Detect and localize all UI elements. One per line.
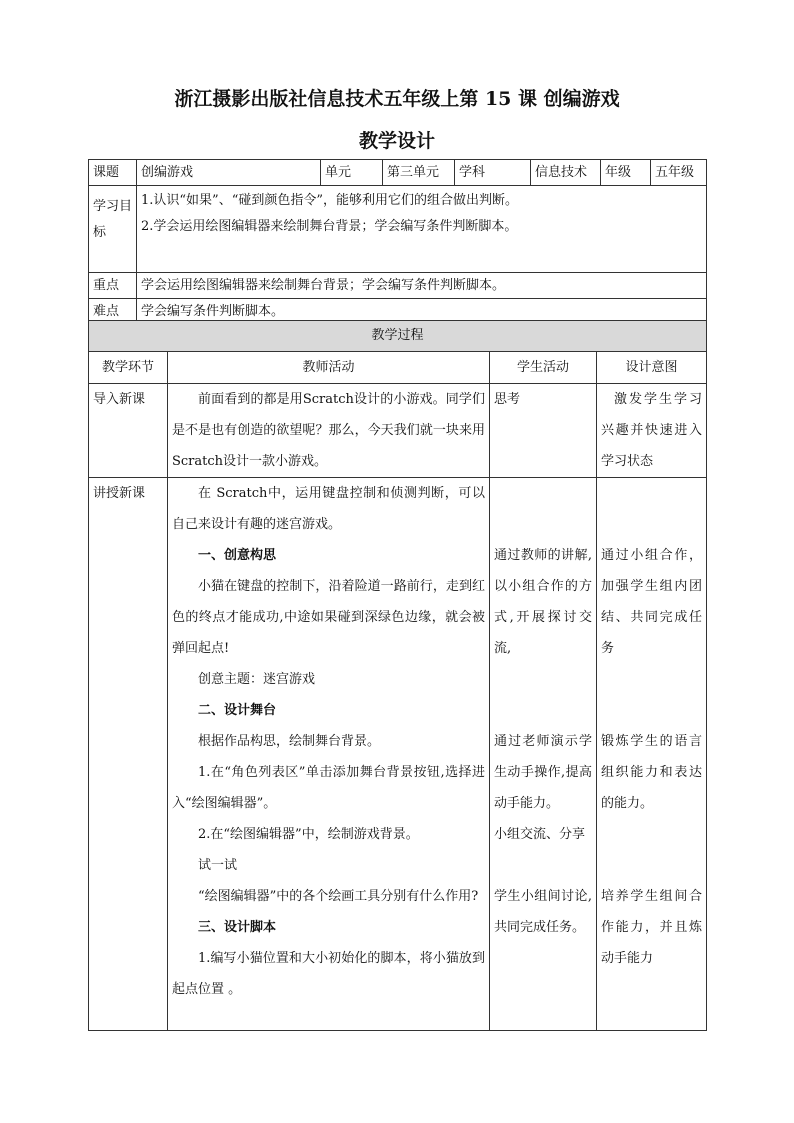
intro-student-activity: 思考 (490, 384, 597, 478)
intro-row (89, 384, 707, 478)
objectives-label: 学习目标 (89, 186, 137, 273)
header-stage: 教学环节 (89, 352, 168, 384)
difficulty-value: 学会编写条件判断脚本。 (137, 299, 707, 325)
objective-item: 1.认识“如果”、“碰到颜色指令”，能够利用它们的组合做出判断。 (141, 193, 518, 208)
subject-label: 学科 (455, 160, 531, 186)
difficulty-label: 难点 (89, 299, 137, 325)
process-banner: 教学过程 (89, 321, 707, 352)
lecture-student-activity: 通过教师的讲解,以小组合作的方式,开展探讨交流, 通过老师演示学生动手操作,提高动手能力。 小组交流、分享 学生小组间讨论,共同完成任务。 (490, 478, 597, 1031)
lesson-info-table (88, 159, 707, 325)
key-point-value: 学会运用绘图编辑器来绘制舞台背景；学会编写条件判断脚本。 (137, 273, 707, 299)
grade-label: 年级 (601, 160, 651, 186)
header-intent: 设计意图 (597, 352, 707, 384)
unit-value: 第三单元 (383, 160, 455, 186)
header-teacher: 教师活动 (168, 352, 490, 384)
topic-value: 创编游戏 (137, 160, 321, 186)
intro-design-intent: 激发学生学习兴趣并快速进入学习状态 (597, 384, 707, 478)
objective-item: 2.学会运用绘图编辑器来绘制舞台背景；学会编写条件判断脚本。 (141, 219, 518, 234)
intro-teacher-activity: 前面看到的都是用Scratch设计的小游戏。同学们是不是也有创造的欲望呢？那么，今天我们就一块来用Scratch设计一款小游戏。 (168, 384, 490, 478)
section-heading: 一、创意构思 (198, 548, 277, 563)
lecture-row (89, 478, 707, 1031)
unit-label: 单元 (321, 160, 383, 186)
teaching-process-table (88, 320, 707, 1031)
subject-value: 信息技术 (531, 160, 601, 186)
page-title: 浙江摄影出版社信息技术五年级上第 15 课 创编游戏 (174, 88, 620, 110)
grade-value: 五年级 (651, 160, 707, 186)
topic-label: 课题 (89, 160, 137, 186)
section-heading: 三、设计脚本 (198, 920, 277, 935)
key-point-label: 重点 (89, 273, 137, 299)
intro-stage: 导入新课 (89, 384, 168, 478)
objectives-cell (137, 186, 707, 273)
header-student: 学生活动 (490, 352, 597, 384)
lecture-stage: 讲授新课 (89, 478, 168, 1031)
lecture-design-intent: 通过小组合作，加强学生组内团结、共同完成任务 锻炼学生的语言组织能力和表达的能力。 培养学生组间合作能力，并且炼动手能力 (597, 478, 707, 1031)
lecture-teacher-activity: 在 Scratch中，运用键盘控制和侦测判断，可以自己来设计有趣的迷宫游戏。 一、创意构思 小猫在键盘的控制下，沿着险道一路前行，走到红色的终点才能成功,中途如果碰到深绿色边缘，就会被弹回起点! 创意主题：迷宫游戏 二、设计舞台 根据作品构思，绘制舞台背景。 1.在“角色列表区”单击添加舞台背景按钮,选择进入“绘图编辑器”。 2.在“绘图编辑器”中，绘制游戏背景。 试一试 “绘图编辑器”中的各个绘画工具分别有什么作用? 三、设计脚本 1.编写小猫位置和大小初始化的脚本，将小猫放到起点位置 。 (168, 478, 490, 1031)
page-subtitle: 教学设计 (358, 130, 435, 152)
section-heading: 二、设计舞台 (198, 703, 277, 718)
